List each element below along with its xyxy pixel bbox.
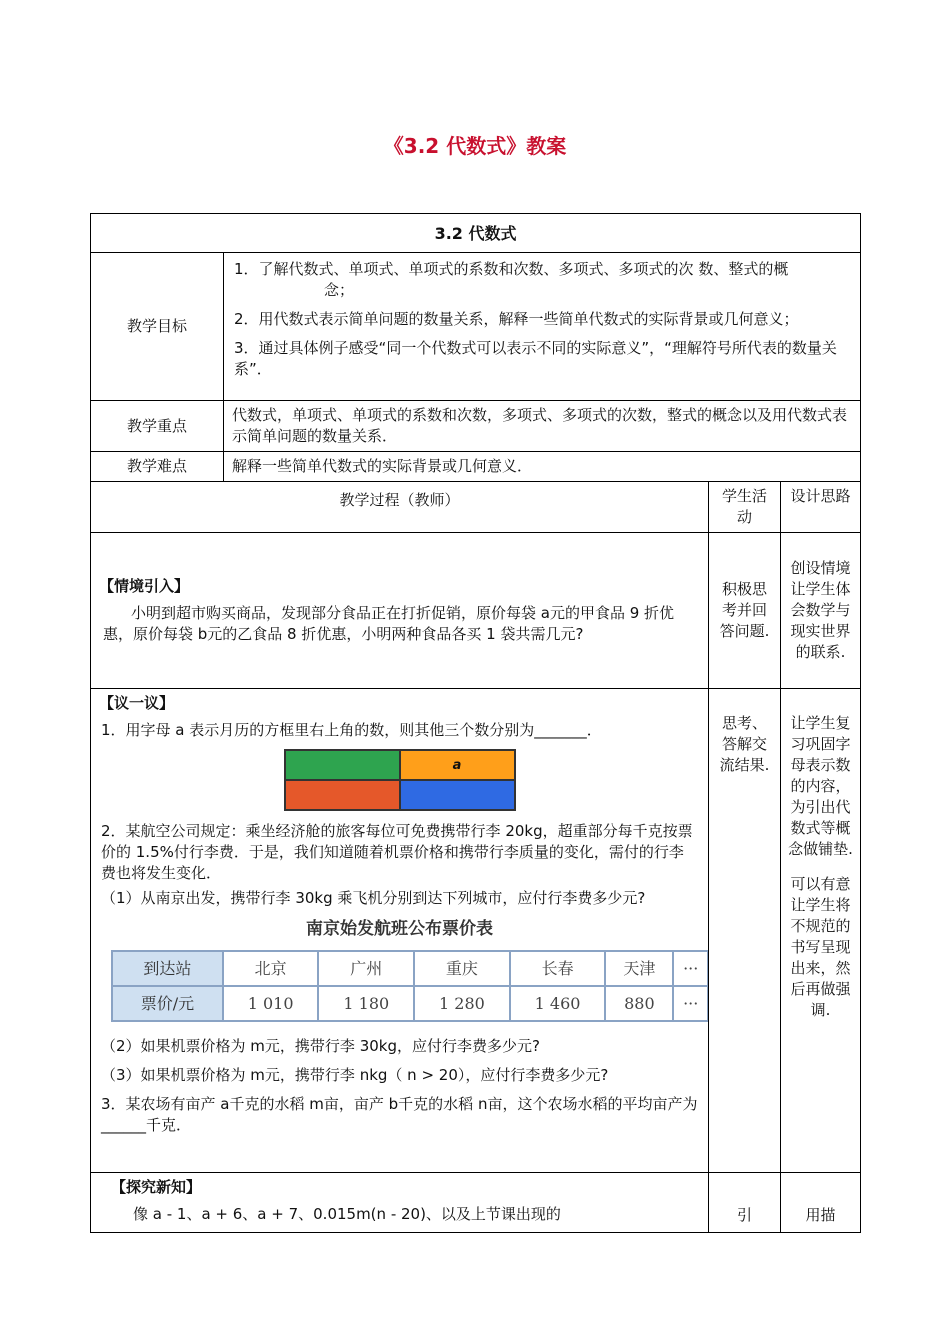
price-header-cell: 长春 xyxy=(510,951,606,986)
price-value-cell: 1 010 xyxy=(223,986,319,1021)
explore-student: 引 xyxy=(709,1173,781,1233)
price-value-cell: 1 180 xyxy=(318,986,414,1021)
discuss-design xyxy=(781,689,861,1173)
price-header-cell: 北京 xyxy=(223,951,319,986)
discuss-heading: 【议一议】 xyxy=(99,694,175,712)
price-value-cell: 880 xyxy=(605,986,673,1021)
grid-cell-top-right: a xyxy=(400,750,515,780)
goal-1: 1．了解代数式、单项式、单项式的系数和次数、多项式、多项式的次 数、整式的概 xyxy=(234,260,789,278)
intro-cell xyxy=(91,533,709,689)
discuss-q2-2: （2）如果机票价格为 m元，携带行李 30kg，应付行李费多少元? xyxy=(101,1037,540,1055)
difficulty-label: 教学难点 xyxy=(91,452,224,482)
price-value-cell: 1 280 xyxy=(414,986,510,1021)
discuss-student: 思考、答解交流结果. xyxy=(709,689,781,1173)
intro-design: 创设情境让学生体会数学与现实世界的联系. xyxy=(781,533,861,689)
discuss-q3: 3．某农场有亩产 a千克的水稻 m亩，亩产 b千克的水稻 n亩，这个农场水稻的平均亩产为______千克． xyxy=(101,1095,698,1134)
price-header-cell: 到达站 xyxy=(112,951,223,986)
section-title: 3.2 代数式 xyxy=(91,214,861,253)
goals-label: 教学目标 xyxy=(91,253,224,401)
student-header: 学生活动 xyxy=(709,482,781,533)
discuss-q2-3: （3）如果机票价格为 m元，携带行李 nkg（ n > 20），应付行李费多少元? xyxy=(101,1066,609,1084)
price-header-cell: 天津 xyxy=(605,951,673,986)
goal-1-cont: 念； xyxy=(324,281,355,299)
explore-cell xyxy=(91,1173,709,1233)
goal-3: 3．通过具体例子感受“同一个代数式可以表示不同的实际意义”，“理解符号所代表的数量关系”． xyxy=(234,339,837,378)
discuss-q2-1: （1）从南京出发，携带行李 30kg 乘飞机分别到达下列城市，应付行李费多少元? xyxy=(101,889,646,907)
calendar-grid xyxy=(284,749,516,811)
price-header-cell: ··· xyxy=(673,951,708,986)
price-table-title: 南京始发航班公布票价表 xyxy=(306,919,493,939)
document-title: 《3.2 代数式》教案 xyxy=(383,134,567,158)
difficulty-text: 解释一些简单代数式的实际背景或几何意义． xyxy=(224,452,861,482)
key-label: 教学重点 xyxy=(91,401,224,452)
price-header-row xyxy=(112,951,708,986)
intro-student: 积极思考并回答问题. xyxy=(709,533,781,689)
grid-cell-bottom-right xyxy=(400,780,515,810)
discuss-q2: 2．某航空公司规定：乘坐经济舱的旅客每位可免费携带行李 20kg，超重部分每千克按票价的 1.5%付行李费．于是，我们知道随着机票价格和携带行李质量的变化，需付的行李费也将发生变化． xyxy=(101,822,693,882)
price-value-row xyxy=(112,986,708,1021)
price-table xyxy=(111,950,709,1022)
explore-text: 像 a - 1、a + 6、a + 7、0.015m(n - 20)、以及上节课出现的 xyxy=(133,1205,561,1223)
grid-cell-bottom-left xyxy=(285,780,400,810)
key-text: 代数式，单项式、单项式的系数和次数，多项式、多项式的次数，整式的概念以及用代数式表示简单问题的数量关系． xyxy=(224,401,861,452)
explore-heading: 【探究新知】 xyxy=(111,1178,202,1196)
discuss-design-1: 让学生复习巩固字母表示数的内容，为引出代数式等概念做铺垫. xyxy=(788,714,853,858)
price-value-cell: 票价/元 xyxy=(112,986,223,1021)
grid-cell-top-left xyxy=(285,750,400,780)
intro-text: 小明到超市购买商品，发现部分食品正在打折促销，原价每袋 a元的甲食品 9 折优惠，原价每袋 b元的乙食品 8 折优惠，小明两种食品各买 1 袋共需几元? xyxy=(103,604,675,643)
goal-2: 2．用代数式表示简单问题的数量关系，解释一些简单代数式的实际背景或几何意义； xyxy=(234,310,799,328)
price-header-cell: 重庆 xyxy=(414,951,510,986)
intro-heading: 【情境引入】 xyxy=(99,577,190,595)
explore-design: 用描 xyxy=(781,1173,861,1233)
price-value-cell: ··· xyxy=(673,986,708,1021)
discuss-q1: 1．用字母 a 表示月历的方框里右上角的数，则其他三个数分别为_______． xyxy=(101,721,602,739)
discuss-design-2: 可以有意让学生将不规范的书写呈现出来，然后再做强调. xyxy=(790,875,851,1019)
process-header: 教学过程（教师） xyxy=(91,482,709,533)
lesson-plan-table xyxy=(90,213,861,1233)
discuss-cell xyxy=(91,689,709,1173)
price-header-cell: 广州 xyxy=(318,951,414,986)
design-header: 设计思路 xyxy=(781,482,861,533)
price-value-cell: 1 460 xyxy=(510,986,606,1021)
goals-cell xyxy=(224,253,861,401)
